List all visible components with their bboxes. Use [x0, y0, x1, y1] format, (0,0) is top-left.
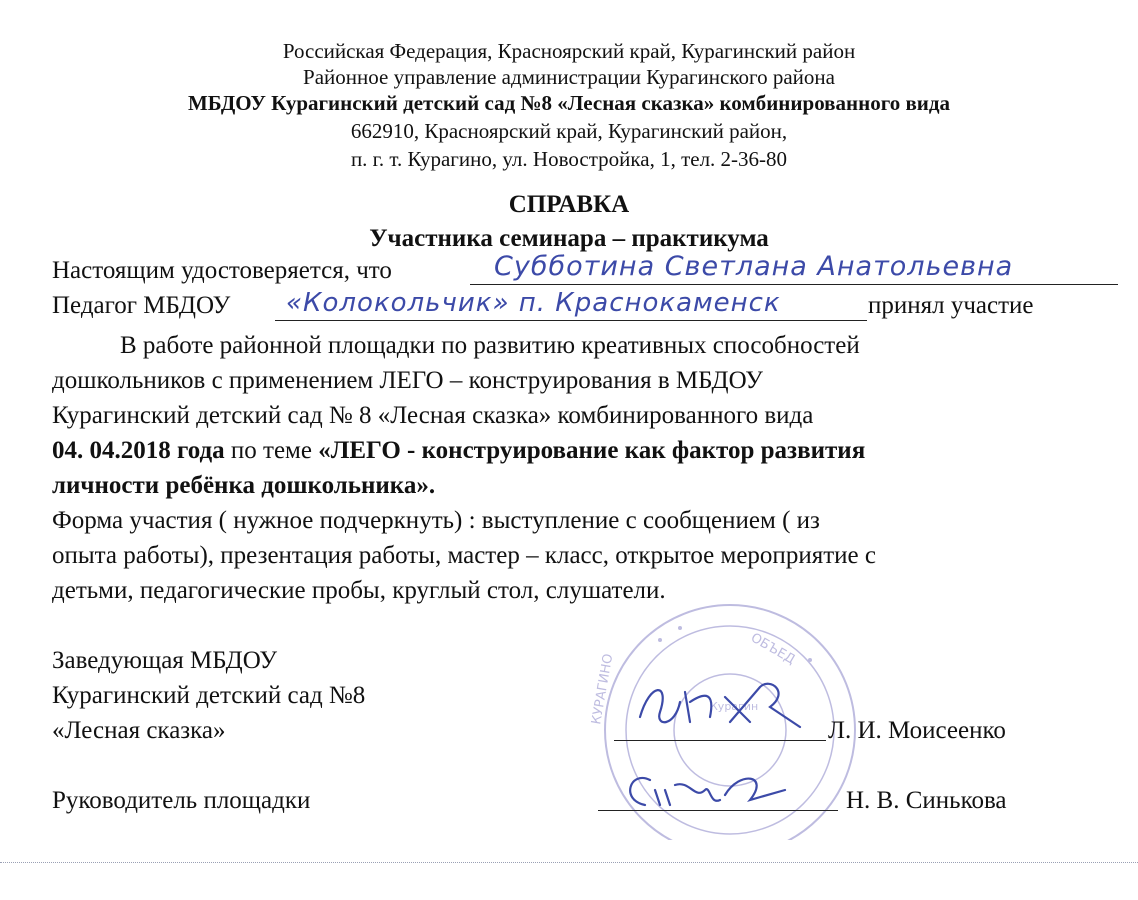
- header-address-line-2: п. г. т. Курагино, ул. Новостройка, 1, тел. 2-36-80: [350, 147, 788, 171]
- teacher-organization-handwritten: «Колокольчик» п. Краснокаменск: [286, 288, 781, 318]
- scan-bottom-rule: [0, 862, 1138, 864]
- svg-text:Курагин: Курагин: [710, 700, 759, 713]
- head-title-line-3: «Лесная сказка»: [52, 717, 226, 744]
- svg-text:КУРАГИНО: КУРАГИНО: [589, 652, 617, 726]
- body-line-3: Курагинский детский сад № 8 «Лесная сказка» комбинированного вида: [52, 402, 814, 429]
- participant-name-handwritten: Субботина Светлана Анатольевна: [494, 251, 1014, 282]
- topic-prefix: по теме: [230, 437, 312, 464]
- header-address-line-1: 662910, Красноярский край, Курагинский район,: [350, 119, 788, 143]
- head-title-line-2: Курагинский детский сад №8: [52, 682, 366, 709]
- body-line-1: В работе районной площадки по развитию креативных способностей: [120, 332, 860, 359]
- topic-title-part-1: «ЛЕГО - конструирование как фактор развития: [318, 437, 866, 464]
- certifies-label: Настоящим удостоверяется, что: [52, 257, 392, 284]
- body-line-2: дошкольников с применением ЛЕГО – конструирования в МБДОУ: [52, 367, 763, 394]
- seminar-date: 04. 04.2018 года: [52, 437, 225, 464]
- leader-signature: [610, 760, 810, 820]
- topic-title-part-2: личности ребёнка дошкольника».: [52, 472, 436, 499]
- leader-role: Руководитель площадки: [52, 787, 311, 814]
- header-country-line: Российская Федерация, Красноярский край, Курагинский район: [282, 39, 856, 63]
- head-name: Л. И. Моисеенко: [828, 717, 1006, 744]
- document-title: СПРАВКА: [508, 191, 630, 218]
- svg-text:ОБЪЕД: ОБЪЕД: [748, 630, 798, 668]
- header-organization-line: МБДОУ Курагинский детский сад №8 «Лесная сказка» комбинированного вида: [187, 91, 951, 115]
- teacher-label: Педагог МБДОУ: [52, 292, 231, 319]
- header-administration-line: Районное управление администрации Курагинского района: [303, 65, 835, 89]
- leader-name: Н. В. Синькова: [846, 787, 1007, 814]
- document-subtitle: Участника семинара – практикума: [369, 225, 769, 252]
- participation-form-line-2: опыта работы), презентация работы, мастер – класс, открытое мероприятие с: [52, 542, 876, 569]
- participation-form-line-3: детьми, педагогические пробы, круглый стол, слушатели.: [52, 577, 666, 604]
- participation-suffix: принял участие: [868, 292, 1034, 319]
- head-signature: [630, 672, 830, 742]
- participation-form-line-1: Форма участия ( нужное подчеркнуть) : выступление с сообщением ( из: [52, 507, 820, 534]
- head-title-line-1: Заведующая МБДОУ: [52, 647, 278, 674]
- body-date-topic-line: [52, 436, 865, 466]
